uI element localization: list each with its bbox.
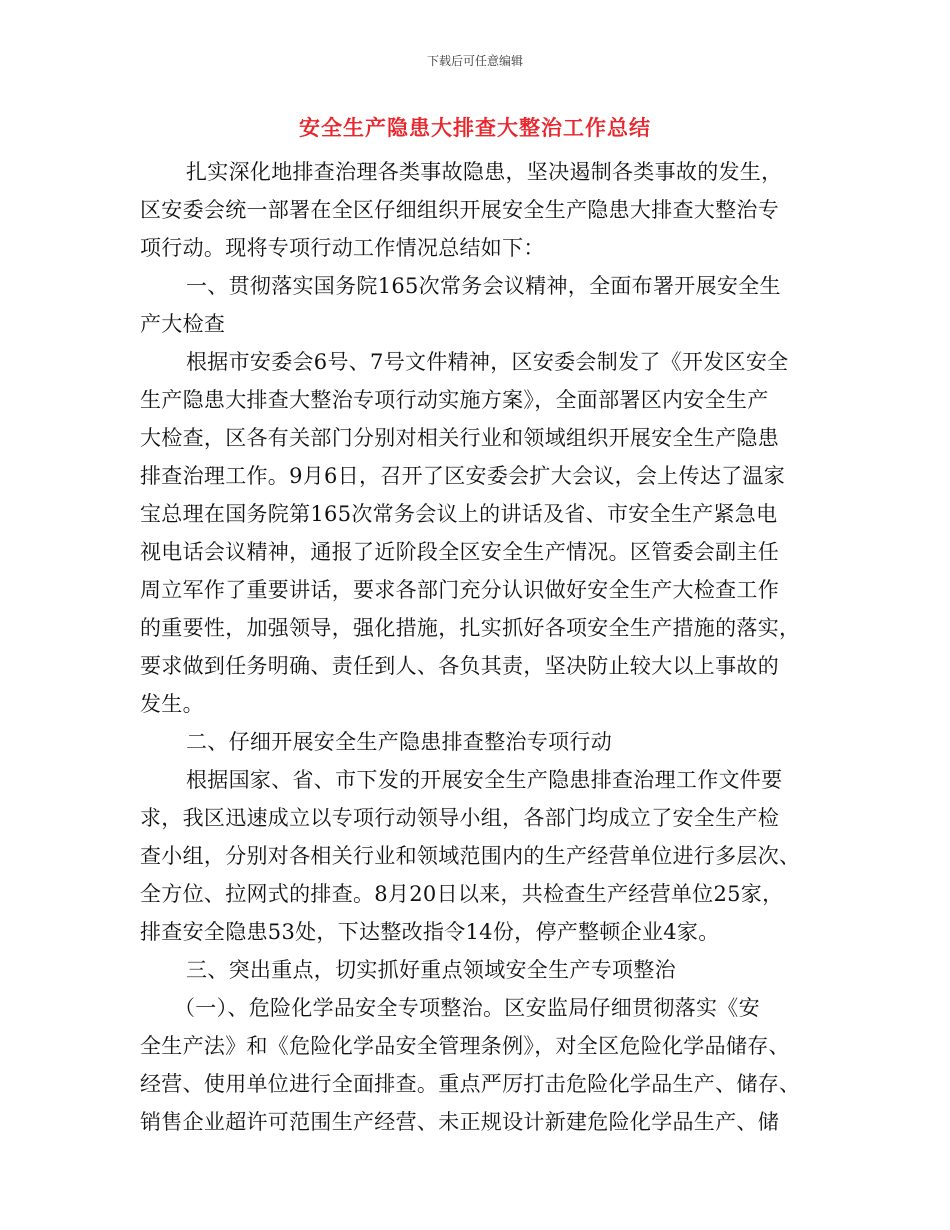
section-heading-2: 二、仔细开展安全生产隐患排查整治专项行动 (186, 730, 612, 754)
body-line: 的重要性，加强领导，强化措施，扎实抓好各项安全生产措施的落实， (140, 616, 801, 640)
body-line: （一）、危险化学品安全专项整治。区安监局仔细贯彻落实《安 (174, 996, 760, 1020)
body-line: 大检查，区各有关部门分别对相关行业和领域组织开展安全生产隐患 (140, 426, 779, 450)
body-line: 销售企业超许可范围生产经营、未正规设计新建危险化学品生产、储 (140, 1110, 779, 1134)
body-line: 全方位、拉网式的排查。8月20日以来，共检查生产经营单位25家， (140, 882, 784, 906)
body-line: 查小组，分别对各相关行业和领域范围内的生产经营单位进行多层次、 (140, 844, 801, 868)
section-heading-1-cont: 产大检查 (140, 312, 226, 336)
body-line: 要求做到任务明确、责任到人、各负其责，坚决防止较大以上事故的 (140, 654, 779, 678)
body-line: 根据市安委会6号、7号文件精神，区安委会制发了《开发区安全 (186, 350, 789, 374)
section-heading-1: 一、贯彻落实国务院165次常务会议精神，全面布署开展安全生 (186, 274, 781, 298)
body-line: 发生。 (140, 692, 204, 716)
body-line: 项行动。现将专项行动工作情况总结如下： (140, 236, 545, 260)
body-line: 宝总理在国务院第165次常务会议上的讲话及省、市安全生产紧急电 (140, 502, 778, 526)
body-line: 求，我区迅速成立以专项行动领导小组，各部门均成立了安全生产检 (140, 806, 779, 830)
body-line: 生产隐患大排查大整治专项行动实施方案》，全面部署区内安全生产 (140, 388, 769, 412)
body-line: 扎实深化地排查治理各类事故隐患，坚决遏制各类事故的发生， (186, 160, 783, 184)
body-line: 排查安全隐患53处，下达整改指令14份，停产整顿企业4家。 (140, 920, 720, 944)
page-header-note: 下载后可任意编辑 (426, 54, 523, 68)
document-body (140, 153, 810, 1141)
body-line: 视电话会议精神，通报了近阶段全区安全生产情况。区管委会副主任 (140, 540, 779, 564)
body-line: 经营、使用单位进行全面排查。重点严厉打击危险化学品生产、储存、 (140, 1072, 801, 1096)
body-line: 根据国家、省、市下发的开展安全生产隐患排查治理工作文件要 (186, 768, 783, 792)
body-line: 全生产法》和《危险化学品安全管理条例》，对全区危险化学品储存、 (140, 1034, 790, 1058)
body-line: 周立军作了重要讲话，要求各部门充分认识做好安全生产大检查工作 (140, 578, 779, 602)
body-line: 排查治理工作。9月6日，召开了区安委会扩大会议，会上传达了温家 (140, 464, 786, 488)
document-title: 安全生产隐患大排查大整治工作总结 (299, 115, 651, 140)
body-line: 区安委会统一部署在全区仔细组织开展安全生产隐患大排查大整治专 (140, 198, 779, 222)
section-heading-3: 三、突出重点，切实抓好重点领域安全生产专项整治 (186, 958, 676, 982)
